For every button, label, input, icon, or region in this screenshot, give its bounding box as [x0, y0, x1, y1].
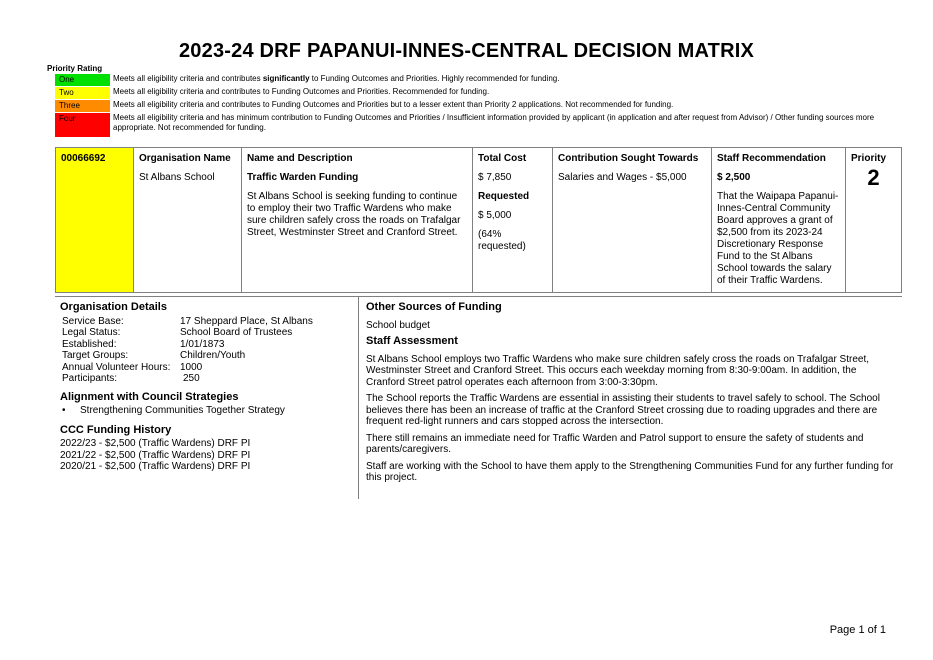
requested-label: Requested: [478, 191, 530, 202]
requested-amount: $ 5,000: [478, 210, 512, 221]
priority-desc-three: Meets all eligibility criteria and contributes to Funding Outcomes and Priorities but to a lesser extent than Priority 2 applications. Not recommended for funding.: [113, 100, 674, 109]
contribution-text: Salaries and Wages - $5,000: [558, 172, 687, 183]
page-number: Page 1 of 1: [829, 624, 886, 636]
other-sources-text: School budget: [366, 319, 430, 331]
other-sources-heading: Other Sources of Funding: [366, 301, 502, 313]
priority-heading: Priority: [851, 153, 887, 164]
application-row: [56, 148, 902, 293]
application-table: [55, 147, 902, 293]
priority-desc-two: Meets all eligibility criteria and contributes to Funding Outcomes and Priorities. Recommended for funding.: [113, 87, 490, 96]
left-column: [60, 302, 350, 473]
funding-history-item: 2021/22 - $2,500 (Traffic Wardens) DRF PI: [60, 449, 251, 461]
priority-swatch-two: Two: [55, 87, 110, 99]
details-section: [55, 296, 902, 503]
priority-desc-one: Meets all eligibility criteria and contributes significantly to Funding Outcomes and Priorities. Highly recommended for funding.: [113, 74, 560, 83]
funding-history-heading: CCC Funding History: [60, 423, 172, 436]
description-heading: Name and Description: [247, 153, 353, 164]
detail-row: Participants: 250: [62, 373, 200, 384]
staff-assessment-heading: Staff Assessment: [366, 335, 458, 347]
priority-value: 2: [867, 165, 880, 190]
staff-recommendation-heading: Staff Recommendation: [717, 153, 826, 164]
priority-swatch-three: Three: [55, 100, 110, 112]
priority-swatch-four: Four: [55, 113, 110, 137]
detail-row: Service Base: 17 Sheppard Place, St Albans: [62, 315, 313, 327]
right-column: [366, 302, 896, 489]
priority-row-three: [55, 100, 933, 112]
org-name-heading: Organisation Name: [139, 153, 231, 164]
application-id: 00066692: [56, 148, 134, 293]
detail-row: Annual Volunteer Hours: 1000: [62, 361, 203, 373]
funding-history-item: 2022/23 - $2,500 (Traffic Wardens) DRF PI: [60, 438, 251, 449]
assessment-paragraph: St Albans School employs two Traffic Wardens who make sure children safely cross the roads on Trafalgar Street, Westminster Street and Cranford Street. This occurs each weekday morning from 8:30-9:00am. In addition, the Cranford Street patrol operates each afternoon from 3:00-3:30pm.: [366, 353, 870, 388]
priority-row-two: [55, 87, 933, 99]
funding-history-item: 2020/21 - $2,500 (Traffic Wardens) DRF PI: [60, 461, 251, 472]
assessment-paragraph: There still remains an immediate need for Traffic Warden and Patrol support to ensure the safety of students and parents/caregivers.: [366, 432, 864, 455]
org-name: St Albans School: [139, 172, 215, 183]
detail-row: Established: 1/01/1873: [62, 338, 225, 350]
priority-cell: [846, 148, 902, 293]
bullet-icon: •: [62, 405, 66, 416]
alignment-item: • Strengthening Communities Together Strategy: [62, 405, 285, 416]
page-title: 2023-24 DRF PAPANUI-INNES-CENTRAL DECISION MATRIX: [178, 40, 755, 62]
total-cost-heading: Total Cost: [478, 153, 527, 164]
cost-cell: [473, 148, 553, 293]
detail-row: Target Groups: Children/Youth: [62, 350, 246, 361]
organisation-cell: [134, 148, 242, 293]
project-description: St Albans School is seeking funding to continue to employ their two Traffic Wardens who make sure children safely cross the roads on Trafalgar Street, Westminster Street and Cranford Street.: [247, 191, 461, 238]
total-cost: $ 7,850: [478, 172, 512, 183]
contribution-heading: Contribution Sought Towards: [558, 153, 699, 164]
priority-rating-heading: Priority Rating: [47, 64, 103, 73]
priority-swatch-one: One: [55, 74, 110, 86]
org-details-heading: Organisation Details: [60, 301, 167, 313]
staff-recommendation-cell: [712, 148, 846, 293]
alignment-heading: Alignment with Council Strategies: [60, 390, 239, 403]
requested-percent: (64% requested): [478, 229, 526, 252]
priority-row-four: [55, 113, 933, 137]
priority-row-one: [55, 74, 933, 86]
project-name: Traffic Warden Funding: [247, 172, 359, 183]
assessment-paragraph: The School reports the Traffic Wardens are essential in assisting their students to travel safely to school. The School believes there has been an increase of traffic at the Cranford Street crossing due to roading upgrades and there are frequent red-light runners and cars stopped across the intersection.: [366, 393, 880, 427]
detail-row: Legal Status: School Board of Trustees: [62, 327, 293, 338]
staff-recommendation-text: That the Waipapa Papanui-Innes-Central Community Board approves a grant of $2,500 from its 2023-24 Discretionary Response Fund to the St Albans School towards the salary of their Traffic Wardens.: [717, 191, 839, 286]
assessment-paragraph: Staff are working with the School to have them apply to the Strengthening Communities Fund for any further funding for this project.: [366, 460, 894, 483]
column-divider: [358, 297, 359, 499]
contribution-cell: [553, 148, 712, 293]
description-cell: [242, 148, 473, 293]
priority-desc-four: Meets all eligibility criteria and has minimum contribution to Funding Outcomes and Priorities / Insufficient information provided by applicant (in application and after request from Advisor) / Other funding sources more appropriate. Not recommended for funding.: [113, 113, 875, 132]
staff-recommendation-amount: $ 2,500: [717, 172, 751, 183]
